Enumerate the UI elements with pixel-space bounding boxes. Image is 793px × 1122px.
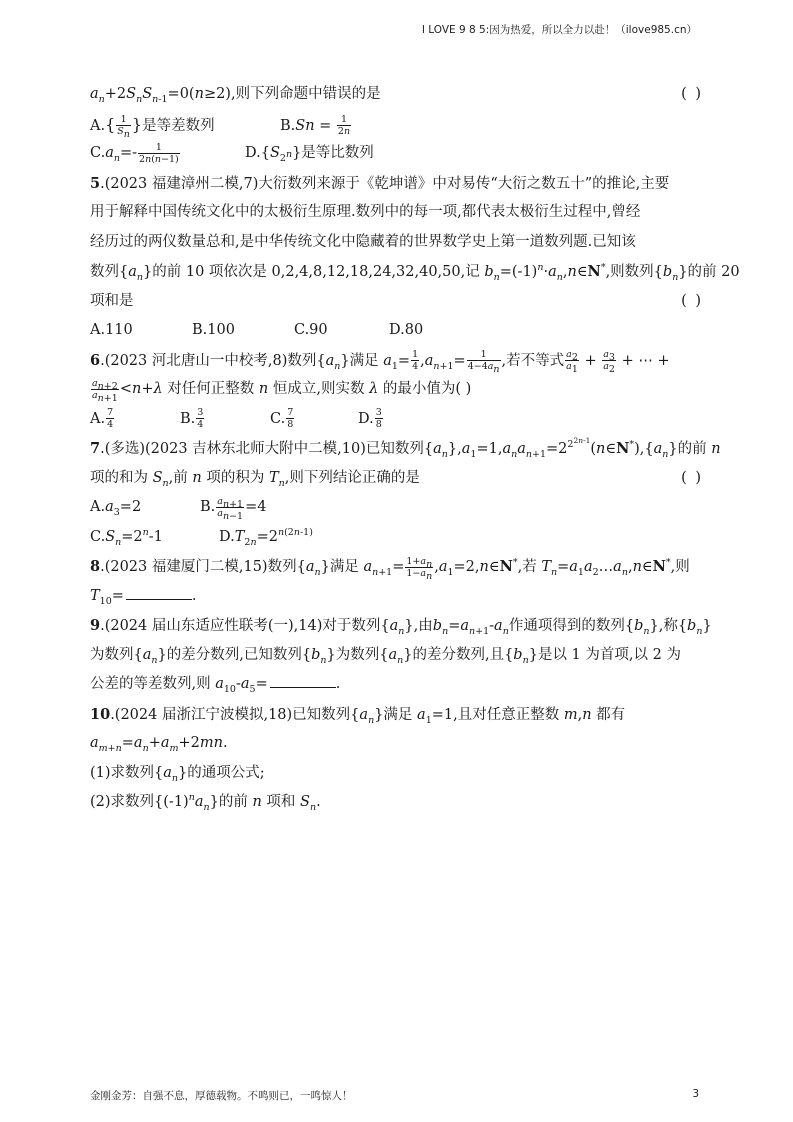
q5-answer-paren[interactable]: ( )	[681, 292, 703, 309]
q7-line-1: 7.(多选)(2023 吉林东北师大附中二模,10)已知数列$\{a_n\},a_1=1,a_na_{n+1}=2^{2^{2n-1}}(n\in N^*),\{a_n\}$的前 n	[90, 436, 721, 460]
q8-line-2: $T_{10}=$ .	[90, 582, 703, 612]
q5-line-4: 数列$\{a_n\}$的前 10 项依次是 0,2,4,8,12,18,24,32,40,50,记 $b_n=(-1)^n\cdot a_n,n\in N^*$,则数列$\{b_n\}$的前 20	[90, 262, 740, 283]
q10-line-1: 10.(2024 届浙江宁波模拟,18)已知数列$\{a_n\}$满足 $a_1=1$,且对任意正整数 m,n 都有	[90, 705, 626, 726]
q6-option-b[interactable]: B. $\frac{3}{4}$	[180, 407, 204, 430]
q10-line-2: $a_{m+n}=a_n+a_m+2mn$.	[90, 735, 228, 754]
q8-line-1: 8.(2023 福建厦门二模,15)数列$\{a_n\}$满足 $a_{n+1}=$ $\frac{1+a_n}{1-a_n}$ $,a_1=2,n\in N^*$,若 $T_n=a_1a_2\dots a_n,n\in N^*$,则	[90, 555, 690, 582]
q6-line-2: $\frac{a_{n+2}}{a_{n+1}}$ <n+λ 对任何正整数 n 恒成立,则实数 λ 的最小值为( )	[92, 377, 472, 404]
q6-option-a[interactable]: A. $\frac{7}{4}$	[90, 407, 114, 430]
q4-options-ab	[90, 110, 703, 140]
q7-option-a[interactable]: $A.a_3=2$	[90, 499, 142, 518]
q6-options	[90, 405, 703, 435]
q5-line-5: 项和是 ( )	[90, 287, 703, 317]
q4-option-b[interactable]: B.Sn = $\frac{1}{2n}$	[280, 114, 351, 137]
q7-answer-paren[interactable]: ( )	[681, 469, 703, 486]
q7-option-d[interactable]: $D.T_{2n}=2^{n(2n-1)}$	[219, 526, 313, 548]
q6-line-1: 6.(2023 河北唐山一中校考,8)数列$\{a_n\}$满足 $a_1=$ $\frac{1}{4}$ $,a_{n+1}=$ $\frac{1}{4-4a_n}$ ,若不等式 $\frac{a_2}{a_1}$ + $\frac{a_3}{a_2}$ + ⋯ +	[90, 349, 670, 375]
q7-line-2: 项的和为 $S_n$,前 n 项的积为 $T_n$,则下列结论正确的是 ( )	[90, 464, 703, 494]
q9-line-3: 公差的等差数列,则 $a_{10}-a_5=$ .	[90, 670, 703, 700]
q4-stem-text: ,则下列命题中错误的是	[230, 86, 381, 102]
page-number: 3	[692, 1088, 699, 1100]
q5-line-2: 用于解释中国传统文化中的太极衍生原理.数列中的每一项,都代表太极衍生过程中,曾经	[90, 204, 641, 220]
q5-option-b[interactable]: B.100	[192, 322, 235, 338]
q9-answer-blank[interactable]	[270, 673, 336, 688]
page-header: I LOVE 9 8 5:因为热爱，所以全力以赴！（ilove985.cn）	[421, 24, 697, 36]
q5-option-c[interactable]: C.90	[294, 322, 328, 338]
q9-line-1: 9.(2024 届山东适应性联考(一),14)对于数列$\{a_n\}$,由$b_n=a_{n+1}-a_n$作通项得到的数列$\{b_n\}$,称$\{b_n\}$	[90, 617, 712, 637]
q5-options	[90, 316, 703, 346]
q7-option-c[interactable]: $C.S_n=2^n-1$	[90, 526, 163, 548]
q5-line-1: 5.(2023 福建漳州二模,7)大衍数列来源于《乾坤谱》中对易传“大衍之数五十”的推论,主要	[90, 174, 670, 192]
q4-option-c[interactable]: $C.a_n=-$ $\frac{1}{2n(n-1)}$	[90, 141, 179, 165]
q10-part-2: (2)求数列$\{(-1)^na_n\}$的前 n 项和 $S_n$.	[90, 792, 321, 813]
q4-option-a[interactable]: A.{ $\frac{1}{S_n}$ }是等差数列	[90, 114, 215, 140]
q5-option-a[interactable]: A.110	[90, 322, 133, 338]
q5-option-d[interactable]: D.80	[389, 322, 424, 338]
q10-part-1: (1)求数列$\{a_n\}$的通项公式;	[90, 764, 265, 784]
page-content	[90, 80, 740, 818]
q9-line-2: 为数列$\{a_n\}$的差分数列,已知数列$\{b_n\}$为数列$\{a_n\}$的差分数列,且$\{b_n\}$是以 1 为首项,以 2 为	[90, 646, 681, 666]
q5-line-3: 经历过的两仪数量总和,是中华传统文化中隐藏着的世界数学史上第一道数列题.已知该	[90, 233, 636, 250]
q8-answer-blank[interactable]	[126, 585, 192, 600]
q6-option-c[interactable]: C. $\frac{7}{8}$	[270, 407, 294, 430]
q4-answer-paren[interactable]: ( )	[681, 86, 703, 102]
footer-motto: 金刚金芳：自强不息，厚德载物。不鸣则已，一鸣惊人！	[90, 1090, 353, 1102]
q7-option-b[interactable]: B. $\frac{a_{n+1}}{a_{n-1}}$ =4	[200, 495, 267, 522]
q4-options-cd	[90, 139, 703, 169]
q6-option-d[interactable]: D. $\frac{3}{8}$	[358, 407, 382, 430]
q7-options-cd	[90, 523, 703, 553]
q4-stem-line: $a_n+2S_nS_{n-1}=0(n\ge 2)$,则下列命题中错误的是 ( )	[90, 80, 703, 110]
q4-option-d[interactable]: $D.\{S_{2^n}\}$是等比数列	[245, 145, 374, 164]
q7-options-ab	[90, 493, 703, 523]
